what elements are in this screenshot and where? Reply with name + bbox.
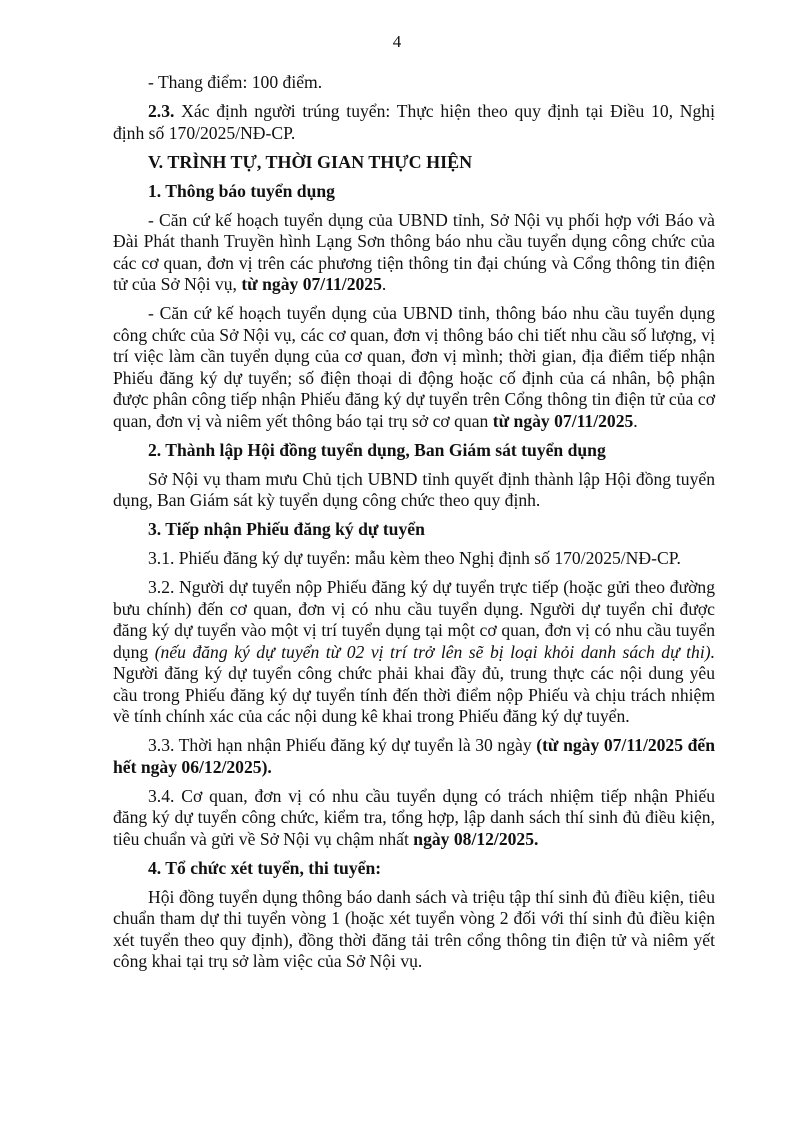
paragraph-2 xyxy=(113,303,715,432)
paragraph-2-text: - Căn cứ kế hoạch tuyển dụng của UBND tỉnh, thông báo nhu cầu tuyển dụng công chức của Sở Nội vụ, các cơ quan, đơn vị thông báo chi tiết nhu cầu số lượng, vị trí việc làm cần tuyển dụng của cơ quan, đơn vị mình; thời gian, địa điểm tiếp nhận Phiếu đăng ký dự tuyển; số điện thoại di động hoặc cố định của cá nhân, bộ phận được phân công tiếp nhận Phiếu đăng ký dự tuyển trên Cổng thông tin điện tử của cơ quan, đơn vị và niêm yết thông báo tại trụ sở cơ quan xyxy=(113,303,715,431)
paragraph-3-2-text-b: Người đăng ký dự tuyển công chức phải khai đầy đủ, trung thực các nội dung yêu cầu trong Phiếu đăng ký dự tuyển tính đến thời điểm nộp Phiếu và chịu trách nhiệm về tính chính xác của các nội dung kê khai trong Phiếu đăng ký dự tuyển. xyxy=(113,663,715,726)
page-number: 4 xyxy=(392,32,402,51)
paragraph-1-date: từ ngày 07/11/2025 xyxy=(241,274,382,294)
paragraph-3-4-text: 3.4. Cơ quan, đơn vị có nhu cầu tuyển dụng có trách nhiệm tiếp nhận Phiếu đăng ký dự tuyển công chức, kiểm tra, tổng hợp, lập danh sách thí sinh đủ điều kiện, tiêu chuẩn và gửi về Sở Nội vụ chậm nhất xyxy=(113,785,715,849)
paragraph-3-2 xyxy=(113,577,715,728)
paragraph-3-4-date: ngày 08/12/2025. xyxy=(413,828,539,849)
paragraph-1-text: - Căn cứ kế hoạch tuyển dụng của UBND tỉnh, Sở Nội vụ phối hợp với Báo và Đài Phát thanh Truyền hình Lạng Sơn thông báo nhu cầu tuyển dụng công chức của các cơ quan, đơn vị trên các phương tiện thông tin đại chúng và Cổng thông tin điện tử của Sở Nội vụ, xyxy=(113,209,715,294)
paragraph-3-3 xyxy=(113,735,715,778)
paragraph-4: Hội đồng tuyển dụng thông báo danh sách và triệu tập thí sinh đủ điều kiện, tiêu chuẩn tham dự thi tuyển vòng 1 (hoặc xét tuyển vòng 2 đối với thí sinh đủ điều kiện xét tuyển theo quy định), đồng thời đăng tải trên cổng thông tin điện tử và niêm yết công khai tại trụ sở làm việc của Sở Nội vụ. xyxy=(113,886,715,971)
heading-4: 4. Tổ chức xét tuyển, thi tuyển: xyxy=(148,857,382,878)
document-body xyxy=(113,72,715,980)
heading-2: 2. Thành lập Hội đồng tuyển dụng, Ban Giám sát tuyển dụng xyxy=(148,439,606,460)
heading-1: 1. Thông báo tuyển dụng xyxy=(148,180,335,201)
paragraph-2-end: . xyxy=(633,410,638,431)
paragraph-1-end: . xyxy=(381,274,387,294)
paragraph-3: Sở Nội vụ tham mưu Chủ tịch UBND tỉnh quyết định thành lập Hội đồng tuyển dụng, Ban Giám sát kỳ tuyển dụng công chức theo quy định. xyxy=(113,468,715,510)
section-2-3-number: 2.3. xyxy=(148,101,175,121)
section-2-3 xyxy=(113,101,715,144)
paragraph-3-3-dates: (từ ngày 07/11/2025 đến hết ngày 06/12/2025). xyxy=(113,735,715,777)
paragraph-3-2-italic: (nếu đăng ký dự tuyển từ 02 vị trí trở lên sẽ bị loại khỏi danh sách dự thi). xyxy=(154,641,715,662)
heading-section-v: V. TRÌNH TỰ, THỜI GIAN THỰC HIỆN xyxy=(148,151,473,172)
paragraph-3-1: 3.1. Phiếu đăng ký dự tuyển: mẫu kèm theo Nghị định số 170/2025/NĐ-CP. xyxy=(148,548,681,568)
paragraph-3-2-text-a: 3.2. Người dự tuyển nộp Phiếu đăng ký dự tuyển trực tiếp (hoặc gửi theo đường bưu chính) đến cơ quan, đơn vị có nhu cầu tuyển dụng. Người dự tuyển chỉ được đăng ký dự tuyển vào một vị trí tuyển dụng tại một cơ quan, đơn vị có nhu cầu tuyển dụng xyxy=(113,577,715,662)
paragraph-3-3-text: 3.3. Thời hạn nhận Phiếu đăng ký dự tuyển là 30 ngày xyxy=(148,735,537,755)
paragraph-3-4 xyxy=(113,786,715,851)
paragraph-1 xyxy=(113,210,715,296)
heading-3: 3. Tiếp nhận Phiếu đăng ký dự tuyển xyxy=(148,519,425,539)
paragraph-2-date: từ ngày 07/11/2025 xyxy=(492,410,634,431)
score-line: - Thang điểm: 100 điểm. xyxy=(148,72,323,92)
section-2-3-text: Xác định người trúng tuyển: Thực hiện theo quy định tại Điều 10, Nghị định số 170/2025/NĐ-CP. xyxy=(113,101,715,143)
